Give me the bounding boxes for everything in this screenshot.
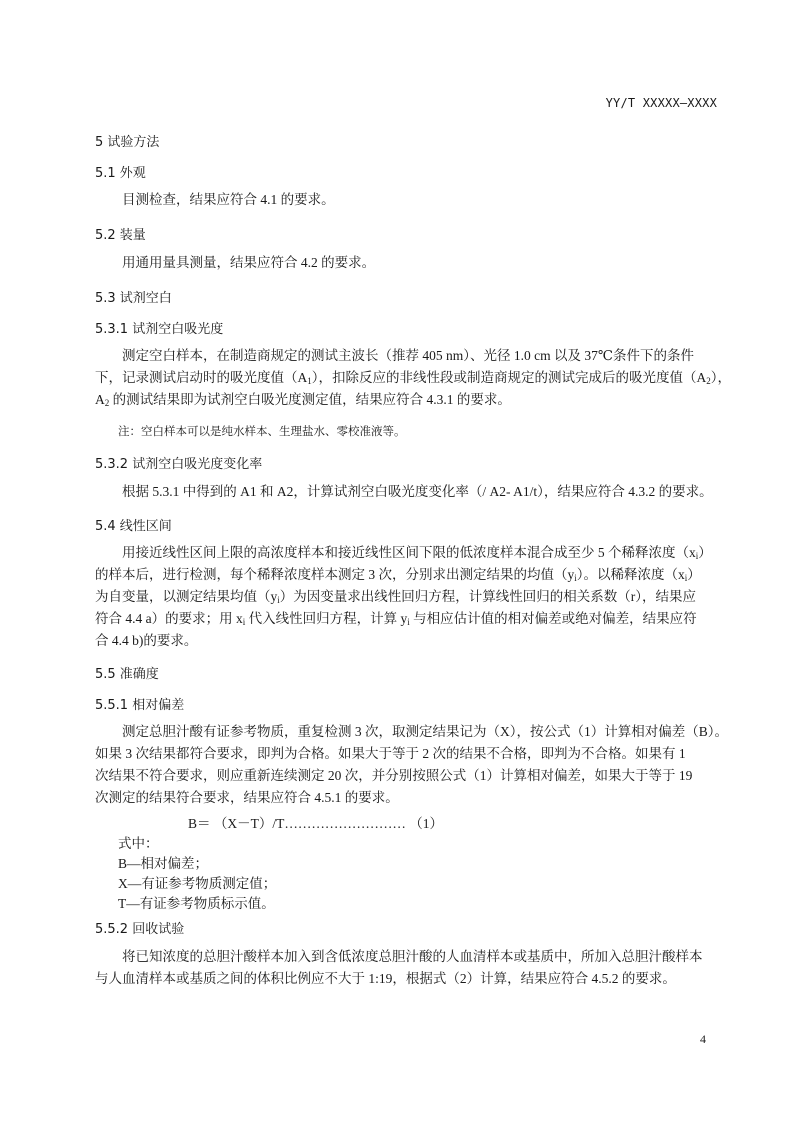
section-5-5-1-line-4: 次测定的结果符合要求，结果应符合 4.5.1 的要求。 (95, 790, 399, 805)
section-5-1-text: 目测检查，结果应符合 4.1 的要求。 (122, 192, 335, 207)
section-5-3-1-line-2: 下，记录测试启动时的吸光度值$(A_1)$，扣除反应的非线性段或制造商规定的测试完成后的吸光度值$(A_2)$， (95, 370, 731, 386)
definition-x: X—有证参考物质测定值； (118, 876, 277, 891)
section-5-4-line-5: 合 4.4 b)的要求。 (95, 633, 198, 648)
section-5-3-1-heading: 5.3.1 试剂空白吸光度 (95, 322, 224, 337)
section-5-3-2-heading: 5.3.2 试剂空白吸光度变化率 (95, 457, 263, 472)
section-5-3-1-line-3: $A_2$ 的测试结果即为试剂空白吸光度测定值，结果应符合 4.3.1 的要求。 (95, 392, 511, 408)
section-5-4-line-2: 的样本后，进行检测，每个稀释浓度样本测定 3 次，分别求出测定结果的均值$(y_i)$。以稀释浓度$(x_i)$ (95, 567, 701, 583)
section-5-5-2-line-1: 将已知浓度的总胆汁酸样本加入到含低浓度总胆汁酸的人血清样本或基质中，所加入总胆汁酸样本 (122, 949, 703, 964)
section-5-5-1-line-3: 次结果不符合要求，则应重新连续测定 20 次，并分别按照公式（1）计算相对偏差，如果大于等于 19 (95, 768, 693, 783)
section-5-4-line-3: 为自变量，以测定结果均值$(y_i)$为因变量求出线性回归方程，计算线性回归的相关系数（r），结果应 (95, 589, 697, 605)
formula-1: B＝ （X－T）/T……………………… （1） (188, 816, 443, 831)
section-5-5-1-heading: 5.5.1 相对偏差 (95, 698, 185, 713)
section-5-3-heading: 5.3 试剂空白 (95, 291, 172, 306)
section-5-4-heading: 5.4 线性区间 (95, 519, 172, 534)
section-5-5-2-line-2: 与人血清样本或基质之间的体积比例应不大于 1:19，根据式（2）计算，结果应符合 4.5.2 的要求。 (95, 971, 676, 986)
definition-b: B—相对偏差； (118, 856, 209, 871)
note-label: 注： (118, 424, 141, 438)
standard-code-header: YY/T XXXXX—XXXX (605, 96, 717, 110)
section-5-3-2-text: 根据 5.3.1 中得到的 A1 和 A2，计算试剂空白吸光度变化率（/ A2- A1/t），结果应符合 4.3.2 的要求。 (122, 484, 713, 499)
section-5-5-heading: 5.5 准确度 (95, 667, 159, 682)
section-5-2-text: 用通用量具测量，结果应符合 4.2 的要求。 (122, 255, 376, 270)
section-5-3-1-line-1: 测定空白样本，在制造商规定的测试主波长（推荐 405 nm）、光径 1.0 cm 以及 37℃条件下的条件 (122, 348, 694, 363)
section-5-4-line-4: 符合 4.4 a）的要求；用 $x_i$ 代入线性回归方程，计算 $y_i$ 与相应估计值的相对偏差或绝对偏差，结果应符 (95, 611, 697, 627)
section-5-1-heading: 5.1 外观 (95, 166, 146, 181)
section-5-4-line-1: 用接近线性区间上限的高浓度样本和接近线性区间下限的低浓度样本混合成至少 5 个稀释浓度$(x_i)$ (122, 545, 712, 561)
page-number: 4 (700, 1032, 706, 1046)
section-5-5-1-line-2: 如果 3 次结果都符合要求，即判为合格。如果大于等于 2 次的结果不合格，即判为不合格。如果有 1 (95, 746, 686, 761)
definition-t: T—有证参考物质标示值。 (118, 896, 275, 911)
section-5-2-heading: 5.2 装量 (95, 228, 146, 243)
formula-where: 式中： (118, 836, 159, 851)
section-5-5-2-heading: 5.5.2 回收试验 (95, 922, 185, 937)
note-text: 空白样本可以是纯水样本、生理盐水、零校准液等。 (141, 426, 406, 438)
section-5-3-1-note (118, 422, 406, 441)
section-5-5-1-line-1: 测定总胆汁酸有证参考物质，重复检测 3 次，取测定结果记为（X），按公式（1）计算相对偏差（B）。 (122, 724, 729, 739)
section-5-heading: 5 试验方法 (95, 135, 160, 150)
